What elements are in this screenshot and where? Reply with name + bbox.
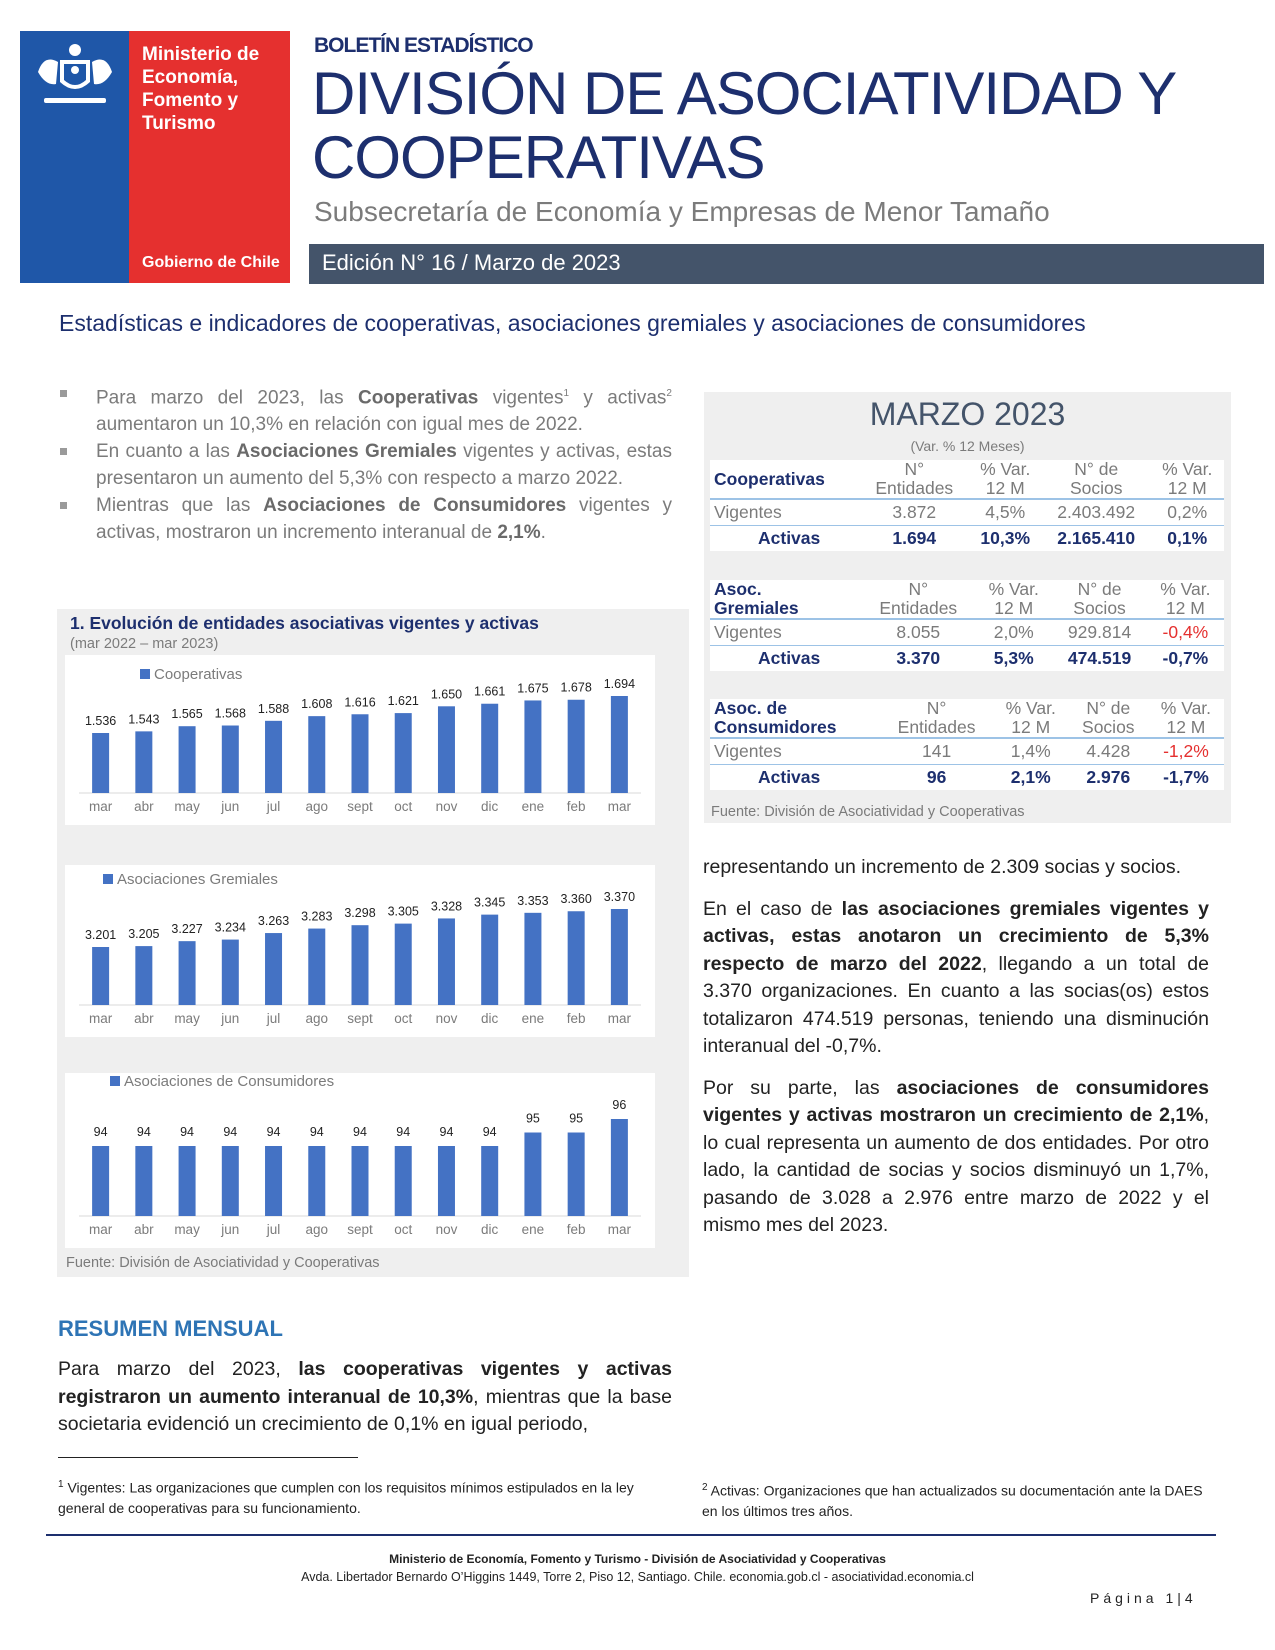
- group-name: Asoc. Gremiales: [710, 580, 861, 619]
- edition-label: Edición N° 16 / Marzo de 2023: [322, 250, 621, 275]
- paragraph: Por su parte, las asociaciones de consumidores vigentes y activas mostraron un crecimiento de 2,1%, lo cual representa un aumento de dos entidades. Por otro lado, la cantidad de socias y socios disminuyó un 1,7%, pasando de 3.028 a 2.976 entre marzo de 2022 y el mismo mes del 2023.: [703, 1076, 1209, 1236]
- x-tick-label: mar: [607, 1222, 632, 1237]
- data-label: 3.345: [474, 895, 506, 910]
- x-tick-label: abr: [134, 1011, 154, 1026]
- x-tick-label: mar: [607, 799, 632, 814]
- bar: [438, 706, 455, 793]
- legend-swatch: [140, 669, 150, 679]
- group-name: Asoc. de Consumidores: [710, 699, 881, 738]
- x-tick-label: ene: [521, 1222, 545, 1237]
- bar: [568, 911, 585, 1005]
- data-label: 3.353: [517, 893, 549, 908]
- bar: [308, 716, 325, 793]
- table-row: Activas 1.694 10,3% 2.165.410 0,1%: [710, 526, 1224, 552]
- footer-address: Avda. Libertador Bernardo O’Higgins 1449, Torre 2, Piso 12, Santiago. Chile. economia.gob.cl - asociatividad.economia.cl: [301, 1570, 974, 1584]
- bar: [395, 1146, 412, 1216]
- data-label: 1.621: [387, 694, 419, 709]
- x-tick-label: may: [174, 799, 200, 814]
- bar: [92, 733, 109, 793]
- bar: [135, 946, 152, 1005]
- bar: [92, 1146, 109, 1216]
- x-tick-label: ago: [305, 799, 329, 814]
- bulletin-label: BOLETÍN ESTADÍSTICO: [314, 34, 533, 57]
- bar: [222, 940, 239, 1005]
- bar: [265, 721, 282, 793]
- table-row: Vigentes 141 1,4% 4.428 -1,2%: [714, 741, 1209, 761]
- chart-consumidores-svg: [65, 1073, 655, 1248]
- x-tick-label: jun: [221, 1222, 240, 1237]
- page-title: DIVISIÓN DE ASOCIATIVIDAD Y COOPERATIVAS: [312, 60, 1176, 191]
- paragraph: En el caso de las asociaciones gremiales vigentes y activas, estas anotaron un crecimiento de 5,3% respecto de marzo del 2022, llegando a un total de 3.370 organizaciones. En cuanto a las socias(os) estos totalizaron 474.519 personas, teniendo una disminución interanual del -0,7%.: [703, 897, 1209, 1057]
- paragraph: representando un incremento de 2.309 socias y socios.: [703, 856, 1182, 878]
- data-label: 94: [439, 1125, 454, 1139]
- data-label: 3.283: [301, 909, 333, 924]
- bar: [222, 1146, 239, 1216]
- bar: [568, 700, 585, 793]
- data-label: 1.694: [603, 677, 636, 691]
- bar: [438, 918, 455, 1005]
- table-row: Vigentes 3.872 4,5% 2.403.492 0,2%: [714, 502, 1208, 522]
- bar: [179, 726, 196, 793]
- footer-divider: [46, 1534, 1216, 1536]
- bar: [135, 731, 152, 793]
- chart-gremiales: [65, 865, 655, 1037]
- chart-section-subtitle: (mar 2022 – mar 2023): [70, 636, 219, 652]
- legend-label: Asociaciones Gremiales: [117, 871, 278, 888]
- group-name: Cooperativas: [710, 460, 860, 499]
- bar: [524, 700, 541, 793]
- summary-table-gremiales: Asoc. Gremiales N° Entidades % Var. 12 M N° de Socios % Var. 12 M Vigentes 8.055 2,0% 929.814 -0,4% Activas 3.370 5,3% 474.519 -0,7%: [710, 580, 1224, 671]
- summary-table-cooperativas: Cooperativas N° Entidades % Var. 12 M N° de Socios % Var. 12 M Vigentes 3.872 4,5% 2.403.492 0,2% Activas 1.694 10,3% 2.165.410 0,1%: [710, 460, 1224, 551]
- data-label: 3.328: [430, 899, 463, 914]
- bullet-square-icon: [60, 502, 67, 509]
- data-label: 3.205: [128, 927, 160, 942]
- x-tick-label: ene: [521, 1011, 545, 1026]
- data-label: 3.227: [171, 922, 203, 937]
- x-tick-label: jun: [221, 1011, 240, 1026]
- data-label: 3.298: [344, 906, 376, 921]
- chart-gremiales-svg: [65, 865, 655, 1037]
- legend-label: Cooperativas: [154, 666, 243, 683]
- footnote-divider: [58, 1457, 358, 1458]
- data-label: 3.370: [603, 890, 636, 904]
- x-tick-label: ago: [305, 1011, 329, 1026]
- footnote-1: $^1$ Vigentes: Las organizaciones que cumplen con los requisitos mínimos estipulados en la ley general de cooperativas para su funcionamiento.: [58, 1479, 634, 1516]
- data-label: 96: [612, 1098, 627, 1112]
- data-label: 94: [223, 1125, 238, 1139]
- bar: [222, 726, 239, 793]
- chart-cooperativas: [65, 655, 655, 825]
- bar: [265, 1146, 282, 1216]
- summary-subtitle: (Var. % 12 Meses): [910, 438, 1025, 454]
- x-tick-label: sept: [347, 799, 373, 814]
- data-label: 1.661: [474, 684, 506, 699]
- bar: [395, 924, 412, 1005]
- x-tick-label: abr: [134, 799, 154, 814]
- coat-of-arms-icon: [30, 42, 120, 112]
- x-tick-label: nov: [435, 799, 458, 814]
- legend-swatch: [103, 874, 113, 884]
- x-tick-label: mar: [88, 1222, 113, 1237]
- data-label: 3.360: [560, 892, 592, 907]
- chart-source: Fuente: División de Asociatividad y Cooperativas: [66, 1255, 380, 1271]
- bar: [481, 1146, 498, 1216]
- summary-source: Fuente: División de Asociatividad y Cooperativas: [711, 804, 1025, 820]
- x-tick-label: oct: [394, 799, 413, 814]
- legend-swatch: [110, 1076, 120, 1086]
- bullet-cooperativas: Para marzo del 2023, las Cooperativas vigentes$^1$ y activas$^2$ aumentaron un 10,3% en relación con igual mes de 2022.: [58, 380, 672, 438]
- data-label: 94: [353, 1125, 367, 1139]
- data-label: 1.616: [344, 695, 376, 710]
- x-tick-label: nov: [435, 1011, 458, 1026]
- data-label: 1.536: [84, 714, 117, 728]
- bar: [481, 915, 498, 1005]
- bar: [395, 713, 412, 793]
- bar: [135, 1146, 152, 1216]
- bar: [524, 1133, 541, 1217]
- bar: [352, 925, 369, 1005]
- bar: [308, 929, 325, 1005]
- x-tick-label: feb: [566, 1011, 586, 1026]
- section-heading: Estadísticas e indicadores de cooperativas, asociaciones gremiales y asociaciones de consumidores: [59, 310, 1086, 336]
- data-label: 1.565: [171, 707, 203, 722]
- x-tick-label: mar: [88, 799, 113, 814]
- data-label: 94: [309, 1125, 324, 1139]
- bar: [179, 1146, 196, 1216]
- intro-bullets: [58, 380, 672, 546]
- right-column-text: [703, 854, 1209, 1254]
- x-tick-label: mar: [607, 1011, 632, 1026]
- bar: [611, 696, 628, 793]
- bar: [265, 933, 282, 1005]
- x-tick-label: dic: [481, 1011, 499, 1026]
- page-number: Página 1|4: [1090, 1590, 1197, 1606]
- resumen-title: RESUMEN MENSUAL: [58, 1316, 283, 1341]
- data-label: 94: [396, 1125, 411, 1139]
- data-label: 94: [93, 1125, 108, 1139]
- summary-table-consumidores: Asoc. de Consumidores N° Entidades % Var. 12 M N° de Socios % Var. 12 M Vigentes 141 1,4% 4.428 -1,2% Activas 96 2,1% 2.976 -1,7%: [710, 699, 1224, 790]
- x-tick-label: may: [174, 1222, 200, 1237]
- bar: [611, 1119, 628, 1216]
- x-tick-label: jun: [221, 799, 240, 814]
- ministry-logo-text: Ministerio de Economía, Fomento y Turismo: [142, 44, 260, 134]
- x-tick-label: jul: [266, 1011, 281, 1026]
- chart-consumidores: [65, 1073, 655, 1248]
- chart-section-title: 1. Evolución de entidades asociativas vigentes y activas: [70, 613, 539, 633]
- x-tick-label: feb: [566, 799, 586, 814]
- data-label: 1.588: [257, 701, 290, 716]
- data-label: 95: [569, 1111, 584, 1126]
- x-tick-label: abr: [134, 1222, 154, 1237]
- bar: [568, 1133, 585, 1217]
- data-label: 1.675: [517, 681, 549, 696]
- resumen-text: Para marzo del 2023, las cooperativas vigentes y activas registraron un aumento interanual de 10,3%, mientras que la base societaria evidenció un crecimiento de 0,1% en igual periodo,: [58, 1358, 672, 1435]
- data-label: 1.678: [560, 680, 592, 695]
- data-label: 1.608: [301, 697, 333, 712]
- bar: [524, 913, 541, 1005]
- legend-label: Asociaciones de Consumidores: [124, 1073, 335, 1090]
- x-tick-label: jul: [266, 799, 281, 814]
- x-tick-label: nov: [435, 1222, 458, 1237]
- x-tick-label: sept: [347, 1011, 373, 1026]
- page-subtitle: Subsecretaría de Economía y Empresas de Menor Tamaño: [314, 196, 1050, 227]
- x-tick-label: jul: [266, 1222, 281, 1237]
- bullet-square-icon: [60, 448, 67, 455]
- data-label: 95: [525, 1111, 540, 1126]
- x-tick-label: dic: [481, 799, 499, 814]
- data-label: 3.234: [214, 920, 246, 935]
- footer-ministry: Ministerio de Economía, Fomento y Turismo - División de Asociatividad y Cooperativas: [389, 1552, 886, 1566]
- footnote-2: $^2$ Activas: Organizaciones que han actualizados su documentación ante la DAES en los últimos tres años.: [702, 1482, 1203, 1519]
- bullet-square-icon: [60, 390, 67, 397]
- table-row: Activas 3.370 5,3% 474.519 -0,7%: [710, 646, 1224, 672]
- bullet-consumidores: Mientras que las Asociaciones de Consumidores vigentes y activas, mostraron un incremento interanual de 2,1%.: [58, 492, 672, 546]
- data-label: 3.305: [387, 904, 419, 919]
- government-logo-text: Gobierno de Chile: [142, 254, 280, 271]
- data-label: 1.568: [214, 706, 246, 721]
- x-tick-label: oct: [394, 1011, 413, 1026]
- bar: [611, 909, 628, 1005]
- bar: [438, 1146, 455, 1216]
- x-tick-label: oct: [394, 1222, 413, 1237]
- data-label: 3.263: [257, 914, 290, 929]
- bar: [92, 947, 109, 1005]
- data-label: 1.543: [128, 712, 160, 727]
- bar: [352, 1146, 369, 1216]
- data-label: 94: [180, 1125, 195, 1139]
- data-label: 3.201: [84, 928, 117, 942]
- chart-cooperativas-svg: [65, 655, 655, 825]
- x-tick-label: sept: [347, 1222, 373, 1237]
- data-label: 1.650: [430, 687, 463, 702]
- x-tick-label: may: [174, 1011, 200, 1026]
- bar: [179, 941, 196, 1005]
- x-tick-label: feb: [566, 1222, 586, 1237]
- bullet-gremiales: En cuanto a las Asociaciones Gremiales vigentes y activas, estas presentaron un aumento del 5,3% con respecto a marzo 2022.: [58, 438, 672, 492]
- bar: [352, 714, 369, 793]
- table-row: Vigentes 8.055 2,0% 929.814 -0,4%: [714, 622, 1209, 642]
- data-label: 94: [136, 1125, 151, 1139]
- x-tick-label: ago: [305, 1222, 329, 1237]
- x-tick-label: ene: [521, 799, 545, 814]
- x-tick-label: mar: [88, 1011, 113, 1026]
- table-row: Activas 96 2,1% 2.976 -1,7%: [710, 765, 1224, 791]
- bar: [308, 1146, 325, 1216]
- data-label: 94: [482, 1125, 497, 1139]
- bar: [481, 704, 498, 793]
- data-label: 94: [266, 1125, 281, 1139]
- summary-title: MARZO 2023: [869, 396, 1066, 432]
- x-tick-label: dic: [481, 1222, 499, 1237]
